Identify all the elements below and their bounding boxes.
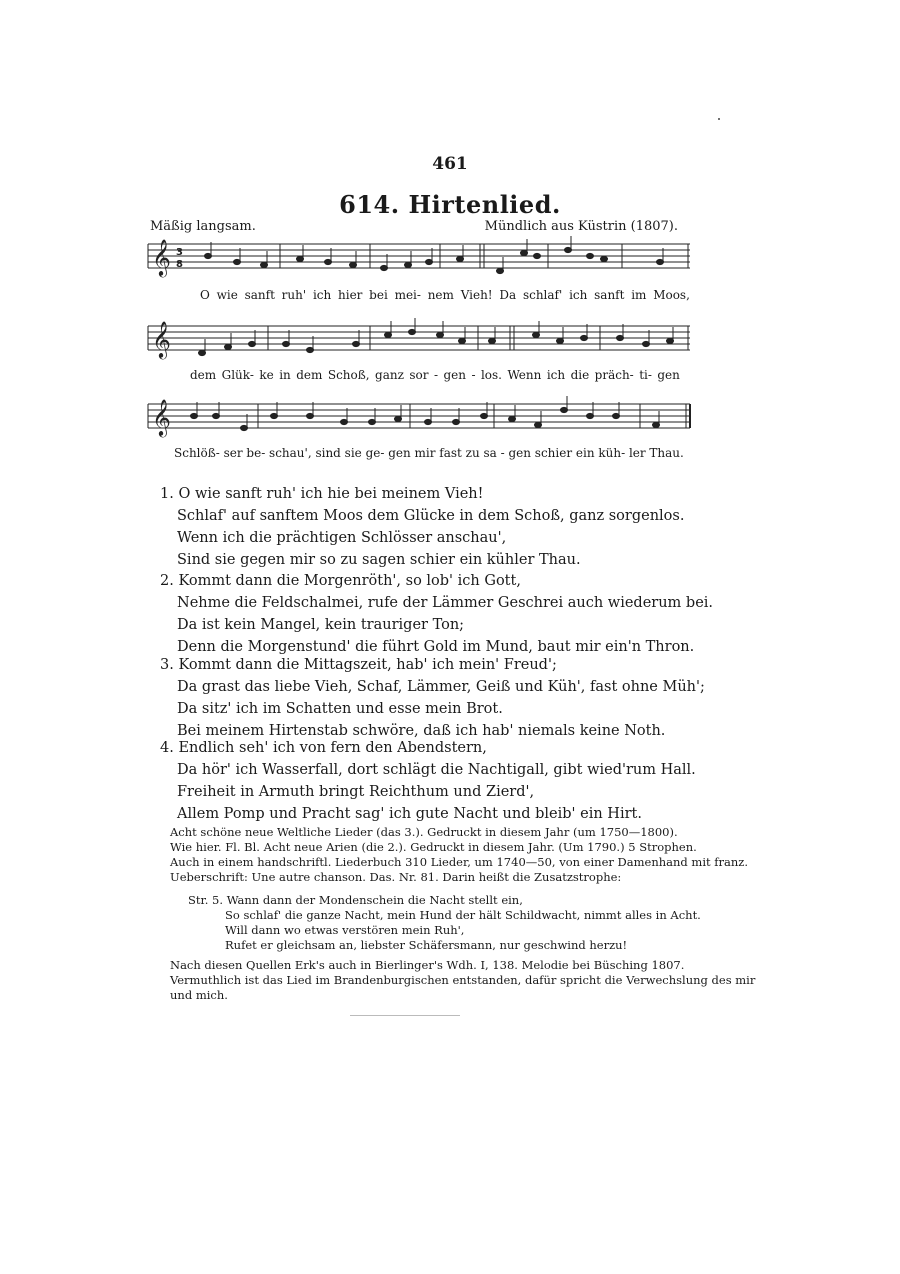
svg-text:8: 8 xyxy=(176,259,183,270)
lyric-syllable: dem xyxy=(190,368,217,382)
source-notes xyxy=(170,825,748,885)
lyric-syllable: schlaf' xyxy=(522,288,563,302)
stanza-line: Endlich seh' ich von fern den Abendstern, xyxy=(178,740,487,756)
lyric-syllable: sind xyxy=(315,446,341,460)
music-staff-1 xyxy=(140,236,700,286)
lyric-syllable: - xyxy=(471,368,476,382)
lyric-syllable: bei xyxy=(369,288,388,302)
lyric-syllable: Glük- xyxy=(221,368,254,382)
lyric-syllable: küh- xyxy=(598,446,626,460)
page-number: 461 xyxy=(432,154,468,174)
lyric-syllable: sor xyxy=(409,368,429,382)
lyric-syllable: sa xyxy=(483,446,497,460)
stanza-line: Freiheit in Armuth bringt Reichthum und Zierd', xyxy=(177,784,535,800)
closing-notes xyxy=(170,958,755,1003)
svg-text:3: 3 xyxy=(176,247,183,258)
extra-stanza-line: Will dann wo etwas verstören mein Ruh', xyxy=(225,923,465,937)
lyrics-line-1 xyxy=(200,288,690,302)
lyric-syllable: präch- xyxy=(594,368,634,382)
note-line: Wie hier. Fl. Bl. Acht neue Arien (die 2.). Gedruckt in diesem Jahr. (Um 1790.) 5 Strophen. xyxy=(170,840,697,854)
extra-stanza xyxy=(188,893,701,953)
lyric-syllable: Schoß, xyxy=(327,368,370,382)
note-line: und mich. xyxy=(170,988,228,1002)
stanza-number: 3. xyxy=(160,657,174,673)
note-line: Auch in einem handschriftl. Liederbuch 310 Lieder, um 1740—50, von einer Damenhand mit franz. xyxy=(170,855,749,869)
footer-rule xyxy=(350,1015,460,1016)
svg-text:𝄞: 𝄞 xyxy=(152,398,171,436)
extra-stanza-line: Wann dann der Mondenschein die Nacht stellt ein, xyxy=(226,893,523,907)
note-line: Vermuthlich ist das Lied im Brandenburgischen entstanden, dafür spricht die Verwechslung des mir xyxy=(170,973,756,987)
stanza-2 xyxy=(160,570,713,658)
lyric-syllable: Moos, xyxy=(653,288,690,302)
music-staff-3 xyxy=(140,396,700,446)
note-line: Ueberschrift: Une autre chanson. Das. Nr. 81. Darin heißt die Zusatzstrophe: xyxy=(170,870,622,884)
song-source: Mündlich aus Küstrin (1807). xyxy=(484,219,678,234)
lyric-syllable: ser xyxy=(223,446,243,460)
music-staff-2 xyxy=(140,318,700,368)
stanza-line: Allem Pomp und Pracht sag' ich gute Nacht und bleib' ein Hirt. xyxy=(177,806,642,822)
note-line: Nach diesen Quellen Erk's auch in Bierlinger's Wdh. I, 138. Melodie bei Büsching 1807. xyxy=(170,958,685,972)
lyric-syllable: ich xyxy=(546,368,566,382)
stanza-line: Nehme die Feldschalmei, rufe der Lämmer Geschrei auch wiederum bei. xyxy=(177,595,714,611)
stanza-line: Da grast das liebe Vieh, Schaf, Lämmer, Geiß und Küh', fast ohne Müh'; xyxy=(177,679,705,695)
lyric-syllable: ruh' xyxy=(281,288,307,302)
stanza-line: Da ist kein Mangel, kein trauriger Ton; xyxy=(177,617,465,633)
tempo-marking: Mäßig langsam. xyxy=(150,219,256,234)
lyric-syllable: sanft xyxy=(244,288,275,302)
lyric-syllable: gen xyxy=(508,446,531,460)
stanza-line: Sind sie gegen mir so zu sagen schier ein kühler Thau. xyxy=(177,552,581,568)
stanza-number: 4. xyxy=(160,740,174,756)
stanza-line: Schlaf' auf sanftem Moos dem Glücke in dem Schoß, ganz sorgenlos. xyxy=(177,508,685,524)
lyric-syllable: schier xyxy=(534,446,573,460)
lyric-syllable: mei- xyxy=(394,288,421,302)
lyric-syllable: los. xyxy=(480,368,502,382)
lyric-syllable: schau', xyxy=(269,446,312,460)
lyric-syllable: ich xyxy=(312,288,332,302)
lyric-syllable: ein xyxy=(575,446,595,460)
lyric-syllable: ganz xyxy=(375,368,404,382)
lyric-syllable: in xyxy=(279,368,291,382)
lyric-syllable: ich xyxy=(569,288,588,302)
lyric-syllable: Wenn xyxy=(507,368,542,382)
lyric-syllable: gen xyxy=(388,446,411,460)
lyric-syllable: die xyxy=(570,368,590,382)
stanza-line: Kommt dann die Mittagszeit, hab' ich mein' Freud'; xyxy=(178,657,557,673)
svg-text:𝄞: 𝄞 xyxy=(152,238,171,276)
lyric-syllable: Da xyxy=(499,288,517,302)
speck xyxy=(718,118,720,120)
lyrics-line-2 xyxy=(190,368,680,382)
stanza-number: 1. xyxy=(160,486,174,502)
extra-stanza-label: Str. 5. xyxy=(188,893,224,907)
stanza-number: 2. xyxy=(160,573,174,589)
lyric-syllable: wie xyxy=(216,288,238,302)
lyric-syllable: Vieh! xyxy=(460,288,493,302)
lyric-syllable: O xyxy=(200,288,210,302)
svg-text:𝄞: 𝄞 xyxy=(152,320,171,358)
stanza-1 xyxy=(160,483,684,571)
stanza-line: Wenn ich die prächtigen Schlösser anschau', xyxy=(177,530,507,546)
extra-stanza-line: Rufet er gleichsam an, liebster Schäfersmann, nur geschwind herzu! xyxy=(225,938,628,952)
stanza-line: Da sitz' ich im Schatten und esse mein Brot. xyxy=(177,701,503,717)
song-title: 614. Hirtenlied. xyxy=(339,190,561,219)
lyric-syllable: Schlöß- xyxy=(174,446,220,460)
lyric-syllable: hier xyxy=(338,288,363,302)
lyric-syllable: dem xyxy=(296,368,323,382)
lyric-syllable: ti- xyxy=(639,368,652,382)
lyric-syllable: - xyxy=(500,446,505,460)
lyric-syllable: sie xyxy=(344,446,362,460)
lyric-syllable: Thau. xyxy=(649,446,684,460)
lyric-syllable: - xyxy=(433,368,439,382)
lyrics-line-3 xyxy=(174,446,684,460)
lyric-syllable: zu xyxy=(465,446,480,460)
stanza-line: O wie sanft ruh' ich hie bei meinem Vieh! xyxy=(178,486,484,502)
lyric-syllable: im xyxy=(631,288,647,302)
lyric-syllable: ke xyxy=(259,368,274,382)
lyric-syllable: gen xyxy=(443,368,466,382)
lyric-syllable: nem xyxy=(427,288,454,302)
stanza-line: Da hör' ich Wasserfall, dort schlägt die Nachtigall, gibt wied'rum Hall. xyxy=(177,762,696,778)
lyric-syllable: mir xyxy=(414,446,436,460)
stanza-line: Denn die Morgenstund' die führt Gold im Mund, baut mir ein'n Thron. xyxy=(177,639,695,655)
note-line: Acht schöne neue Weltliche Lieder (das 3.). Gedruckt in diesem Jahr (um 1750—1800). xyxy=(170,825,678,839)
stanza-4 xyxy=(160,737,696,825)
stanza-3 xyxy=(160,654,705,742)
extra-stanza-line: So schlaf' die ganze Nacht, mein Hund der hält Schildwacht, nimmt alles in Acht. xyxy=(225,908,701,922)
lyric-syllable: sanft xyxy=(594,288,625,302)
lyric-syllable: gen xyxy=(657,368,680,382)
lyric-syllable: be- xyxy=(246,446,266,460)
lyric-syllable: ge- xyxy=(365,446,385,460)
lyric-syllable: ler xyxy=(628,446,646,460)
stanza-line: Bei meinem Hirtenstab schwöre, daß ich hab' niemals keine Noth. xyxy=(177,723,666,739)
stanza-line: Kommt dann die Morgenröth', so lob' ich Gott, xyxy=(178,573,521,589)
lyric-syllable: fast xyxy=(439,446,462,460)
